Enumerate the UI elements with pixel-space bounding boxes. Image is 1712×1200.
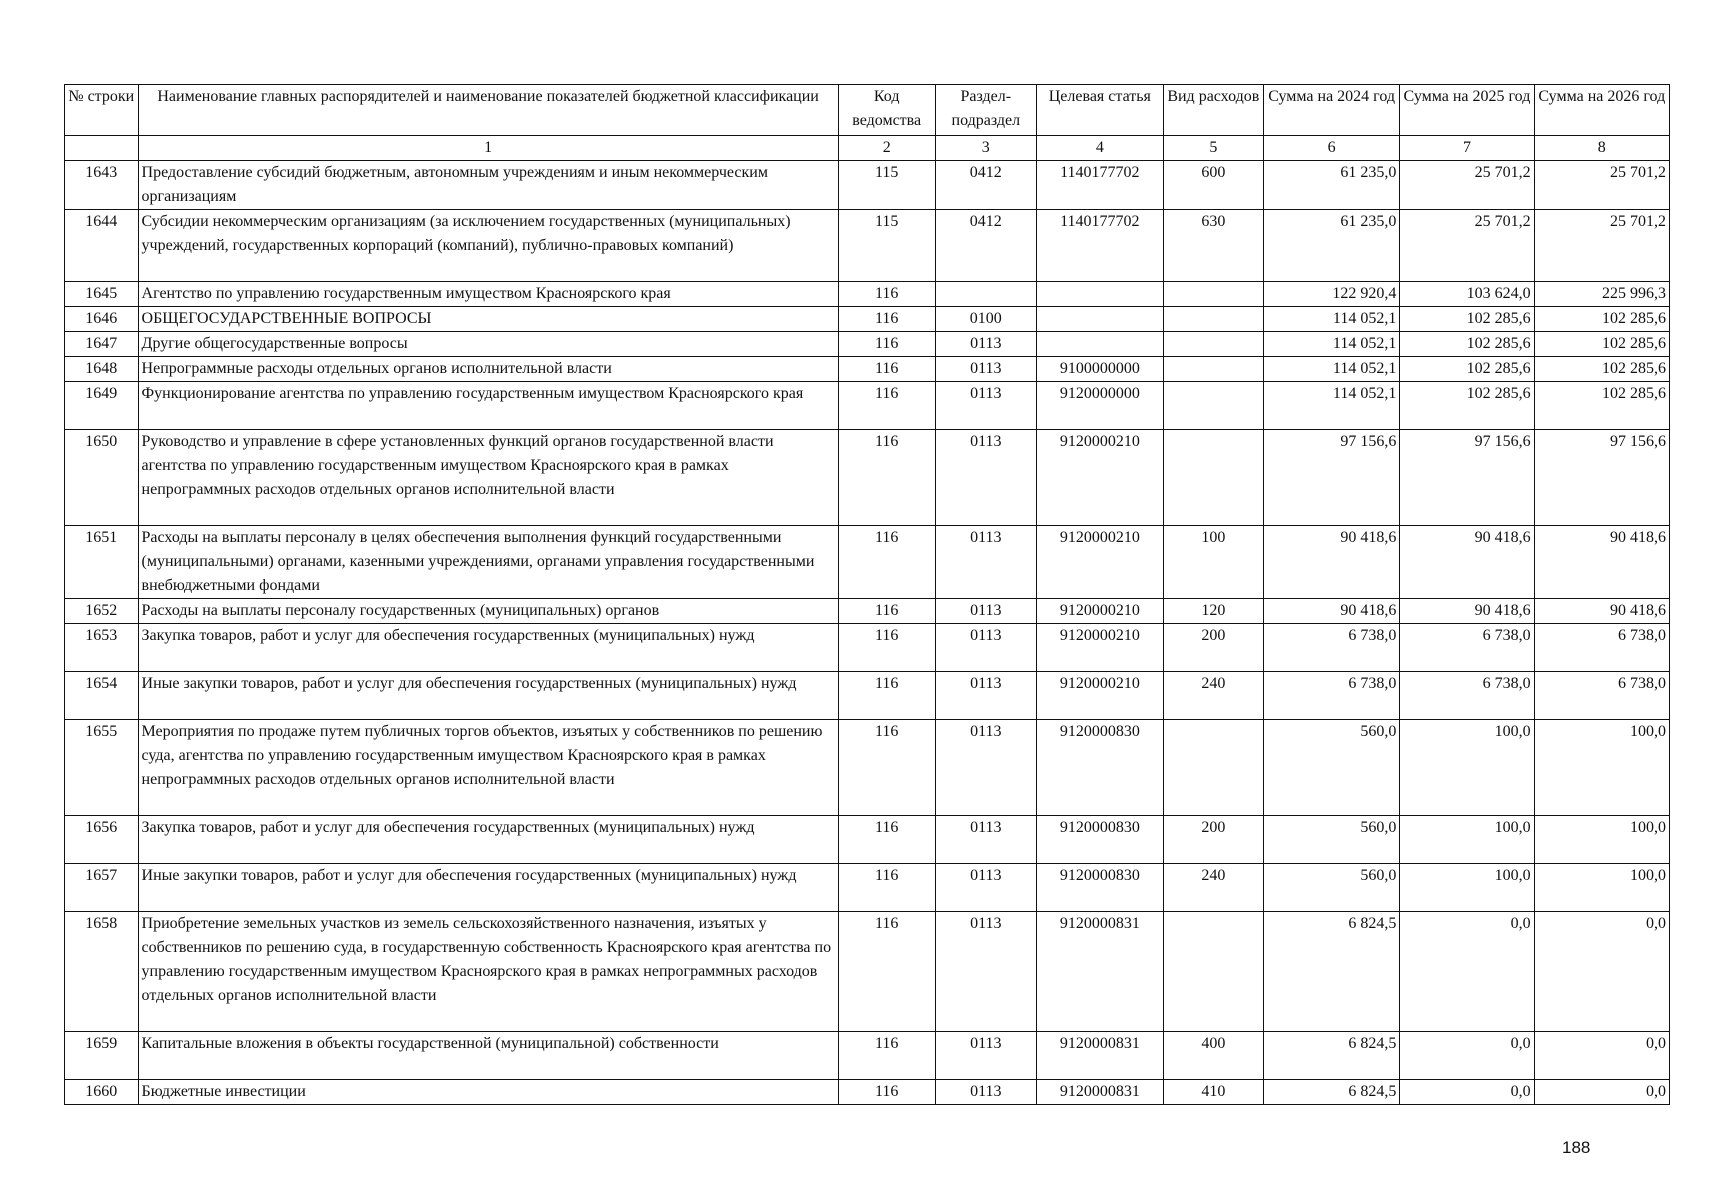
department-code: 116: [838, 624, 935, 672]
target-article: 9120000210: [1036, 526, 1163, 599]
sum-2024: 61 235,0: [1263, 210, 1399, 282]
sum-2026: 102 285,6: [1534, 357, 1669, 382]
section-code: 0113: [935, 912, 1036, 1032]
section-code: 0113: [935, 382, 1036, 430]
section-code: 0113: [935, 332, 1036, 357]
target-article: 9120000830: [1036, 864, 1163, 912]
row-number: 1654: [65, 672, 139, 720]
section-code: 0113: [935, 1080, 1036, 1105]
row-name: Расходы на выплаты персоналу в целях обеспечения выполнения функций государственными (муниципальными) органами, казенными учреждениями, органами управления государственными внебюджетными фондами: [138, 526, 838, 599]
section-code: 0113: [935, 816, 1036, 864]
sum-2025: 102 285,6: [1400, 357, 1534, 382]
sum-2025: 0,0: [1400, 1032, 1534, 1080]
row-number: 1658: [65, 912, 139, 1032]
row-name: Приобретение земельных участков из земель сельскохозяйственного назначения, изъятых у собственников по решению суда, в государственную собственность Красноярского края агентства по управлению государственным имуществом Красноярского края в рамках непрограммных расходов отдельных органов исполнительной власти: [138, 912, 838, 1032]
row-name: Бюджетные инвестиции: [138, 1080, 838, 1105]
expense-type: [1163, 430, 1263, 526]
department-code: 115: [838, 161, 935, 210]
section-code: 0113: [935, 357, 1036, 382]
target-article: 9120000210: [1036, 430, 1163, 526]
row-name: Другие общегосударственные вопросы: [138, 332, 838, 357]
table-row: [65, 430, 1670, 526]
column-number-row: [65, 136, 1670, 161]
target-article: 9100000000: [1036, 357, 1163, 382]
sum-2024: 560,0: [1263, 720, 1399, 816]
target-article: 9120000831: [1036, 912, 1163, 1032]
sum-2025: 102 285,6: [1400, 332, 1534, 357]
sum-2026: 102 285,6: [1534, 382, 1669, 430]
row-name: Закупка товаров, работ и услуг для обеспечения государственных (муниципальных) нужд: [138, 624, 838, 672]
department-code: 116: [838, 1080, 935, 1105]
target-article: [1036, 282, 1163, 307]
sum-2026: 100,0: [1534, 864, 1669, 912]
sum-2025: 25 701,2: [1400, 161, 1534, 210]
row-number: 1656: [65, 816, 139, 864]
row-name: Агентство по управлению государственным имуществом Красноярского края: [138, 282, 838, 307]
sum-2026: 225 996,3: [1534, 282, 1669, 307]
target-article: 9120000210: [1036, 672, 1163, 720]
sum-2024: 560,0: [1263, 816, 1399, 864]
row-number: 1657: [65, 864, 139, 912]
sum-2024: 6 824,5: [1263, 1032, 1399, 1080]
row-number: 1648: [65, 357, 139, 382]
expense-type: 120: [1163, 599, 1263, 624]
section-code: 0113: [935, 720, 1036, 816]
sum-2024: 114 052,1: [1263, 307, 1399, 332]
sum-2025: 97 156,6: [1400, 430, 1534, 526]
table-row: [65, 1080, 1670, 1105]
sum-2024: 97 156,6: [1263, 430, 1399, 526]
expense-type: 630: [1163, 210, 1263, 282]
row-number: 1647: [65, 332, 139, 357]
sum-2026: 90 418,6: [1534, 599, 1669, 624]
sum-2024: 122 920,4: [1263, 282, 1399, 307]
target-article: 9120000830: [1036, 816, 1163, 864]
section-code: [935, 282, 1036, 307]
sum-2024: 90 418,6: [1263, 526, 1399, 599]
target-article: 1140177702: [1036, 161, 1163, 210]
table-row: [65, 912, 1670, 1032]
section-code: 0113: [935, 430, 1036, 526]
expense-type: 100: [1163, 526, 1263, 599]
row-number: 1653: [65, 624, 139, 672]
table-row: [65, 624, 1670, 672]
table-row: [65, 282, 1670, 307]
sum-2024: 560,0: [1263, 864, 1399, 912]
department-code: 116: [838, 816, 935, 864]
sum-2024: 6 738,0: [1263, 624, 1399, 672]
row-name: ОБЩЕГОСУДАРСТВЕННЫЕ ВОПРОСЫ: [138, 307, 838, 332]
sum-2025: 102 285,6: [1400, 307, 1534, 332]
sum-2026: 0,0: [1534, 912, 1669, 1032]
department-code: 116: [838, 864, 935, 912]
sum-2026: 0,0: [1534, 1032, 1669, 1080]
expense-type: 200: [1163, 624, 1263, 672]
table-row: [65, 599, 1670, 624]
sum-2024: 6 738,0: [1263, 672, 1399, 720]
target-article: 9120000831: [1036, 1032, 1163, 1080]
department-code: 116: [838, 599, 935, 624]
section-code: 0113: [935, 672, 1036, 720]
table-row: [65, 161, 1670, 210]
department-code: 116: [838, 307, 935, 332]
sum-2026: 102 285,6: [1534, 307, 1669, 332]
sum-2025: 0,0: [1400, 1080, 1534, 1105]
sum-2025: 102 285,6: [1400, 382, 1534, 430]
sum-2024: 6 824,5: [1263, 912, 1399, 1032]
target-article: 9120000210: [1036, 624, 1163, 672]
sum-2025: 90 418,6: [1400, 526, 1534, 599]
column-number: 8: [1534, 136, 1669, 161]
column-number: 3: [935, 136, 1036, 161]
row-name: Закупка товаров, работ и услуг для обеспечения государственных (муниципальных) нужд: [138, 816, 838, 864]
row-name: Капитальные вложения в объекты государственной (муниципальной) собственности: [138, 1032, 838, 1080]
sum-2026: 6 738,0: [1534, 624, 1669, 672]
table-row: [65, 210, 1670, 282]
department-code: 116: [838, 720, 935, 816]
expense-type: 600: [1163, 161, 1263, 210]
target-article: 9120000831: [1036, 1080, 1163, 1105]
col-header-sum-2025: Сумма на 2025 год: [1400, 85, 1534, 136]
expense-type: [1163, 912, 1263, 1032]
department-code: 116: [838, 1032, 935, 1080]
department-code: 116: [838, 282, 935, 307]
sum-2025: 100,0: [1400, 720, 1534, 816]
sum-2026: 102 285,6: [1534, 332, 1669, 357]
row-number: 1643: [65, 161, 139, 210]
expense-type: [1163, 720, 1263, 816]
department-code: 116: [838, 382, 935, 430]
row-name: Субсидии некоммерческим организациям (за исключением государственных (муниципальных) учреждений, государственных корпораций (компаний), публично-правовых компаний): [138, 210, 838, 282]
department-code: 116: [838, 357, 935, 382]
section-code: 0113: [935, 526, 1036, 599]
department-code: 116: [838, 526, 935, 599]
column-number: [65, 136, 139, 161]
budget-table: [64, 84, 1670, 1105]
sum-2026: 25 701,2: [1534, 161, 1669, 210]
row-name: Расходы на выплаты персоналу государственных (муниципальных) органов: [138, 599, 838, 624]
row-name: Руководство и управление в сфере установленных функций органов государственной власти агентства по управлению государственным имуществом Красноярского края в рамках непрограммных расходов отдельных органов исполнительной власти: [138, 430, 838, 526]
sum-2024: 90 418,6: [1263, 599, 1399, 624]
target-article: 9120000830: [1036, 720, 1163, 816]
column-number: 5: [1163, 136, 1263, 161]
page-number: 188: [1562, 1138, 1591, 1157]
row-number: 1659: [65, 1032, 139, 1080]
sum-2026: 6 738,0: [1534, 672, 1669, 720]
col-header-name: Наименование главных распорядителей и наименование показателей бюджетной классификации: [138, 85, 838, 136]
sum-2025: 25 701,2: [1400, 210, 1534, 282]
expense-type: [1163, 332, 1263, 357]
sum-2026: 97 156,6: [1534, 430, 1669, 526]
target-article: [1036, 332, 1163, 357]
col-header-target-article: Целевая статья: [1036, 85, 1163, 136]
row-name: Мероприятия по продаже путем публичных торгов объектов, изъятых у собственников по решению суда, агентства по управлению государственным имуществом Красноярского края в рамках непрограммных расходов отдельных органов исполнительной власти: [138, 720, 838, 816]
sum-2025: 6 738,0: [1400, 672, 1534, 720]
expense-type: 400: [1163, 1032, 1263, 1080]
sum-2026: 100,0: [1534, 816, 1669, 864]
expense-type: [1163, 307, 1263, 332]
sum-2025: 0,0: [1400, 912, 1534, 1032]
table-row: [65, 382, 1670, 430]
table-row: [65, 357, 1670, 382]
expense-type: 410: [1163, 1080, 1263, 1105]
department-code: 115: [838, 210, 935, 282]
table-row: [65, 1032, 1670, 1080]
sum-2024: 6 824,5: [1263, 1080, 1399, 1105]
row-number: 1660: [65, 1080, 139, 1105]
column-number: 2: [838, 136, 935, 161]
table-row: [65, 307, 1670, 332]
col-header-section: Раздел-подраздел: [935, 85, 1036, 136]
sum-2025: 100,0: [1400, 864, 1534, 912]
department-code: 116: [838, 332, 935, 357]
expense-type: [1163, 282, 1263, 307]
section-code: 0412: [935, 161, 1036, 210]
table-row: [65, 526, 1670, 599]
row-number: 1646: [65, 307, 139, 332]
section-code: 0113: [935, 864, 1036, 912]
header-row: [65, 85, 1670, 136]
table-row: [65, 720, 1670, 816]
row-number: 1652: [65, 599, 139, 624]
sum-2025: 6 738,0: [1400, 624, 1534, 672]
sum-2026: 0,0: [1534, 1080, 1669, 1105]
row-name: Непрограммные расходы отдельных органов исполнительной власти: [138, 357, 838, 382]
col-header-expense-type: Вид расходов: [1163, 85, 1263, 136]
section-code: 0113: [935, 1032, 1036, 1080]
target-article: 1140177702: [1036, 210, 1163, 282]
department-code: 116: [838, 430, 935, 526]
target-article: 9120000210: [1036, 599, 1163, 624]
row-number: 1644: [65, 210, 139, 282]
expense-type: 200: [1163, 816, 1263, 864]
table-row: [65, 672, 1670, 720]
row-name: Предоставление субсидий бюджетным, автономным учреждениям и иным некоммерческим организациям: [138, 161, 838, 210]
row-number: 1645: [65, 282, 139, 307]
sum-2026: 90 418,6: [1534, 526, 1669, 599]
expense-type: 240: [1163, 672, 1263, 720]
row-name: Иные закупки товаров, работ и услуг для обеспечения государственных (муниципальных) нужд: [138, 672, 838, 720]
col-header-sum-2026: Сумма на 2026 год: [1534, 85, 1669, 136]
table-row: [65, 332, 1670, 357]
sum-2025: 90 418,6: [1400, 599, 1534, 624]
column-number: 6: [1263, 136, 1399, 161]
expense-type: [1163, 357, 1263, 382]
section-code: 0412: [935, 210, 1036, 282]
target-article: [1036, 307, 1163, 332]
target-article: 9120000000: [1036, 382, 1163, 430]
row-number: 1649: [65, 382, 139, 430]
sum-2024: 61 235,0: [1263, 161, 1399, 210]
sum-2025: 103 624,0: [1400, 282, 1534, 307]
sum-2024: 114 052,1: [1263, 357, 1399, 382]
column-number: 1: [138, 136, 838, 161]
department-code: 116: [838, 912, 935, 1032]
table-row: [65, 816, 1670, 864]
sum-2025: 100,0: [1400, 816, 1534, 864]
column-number: 7: [1400, 136, 1534, 161]
sum-2026: 25 701,2: [1534, 210, 1669, 282]
col-header-department-code: Код ведомства: [838, 85, 935, 136]
section-code: 0113: [935, 599, 1036, 624]
col-header-sum-2024: Сумма на 2024 год: [1263, 85, 1399, 136]
col-header-row-number: № строки: [65, 85, 139, 136]
sum-2024: 114 052,1: [1263, 332, 1399, 357]
expense-type: 240: [1163, 864, 1263, 912]
sum-2026: 100,0: [1534, 720, 1669, 816]
row-number: 1655: [65, 720, 139, 816]
section-code: 0100: [935, 307, 1036, 332]
column-number: 4: [1036, 136, 1163, 161]
row-number: 1650: [65, 430, 139, 526]
department-code: 116: [838, 672, 935, 720]
row-name: Иные закупки товаров, работ и услуг для обеспечения государственных (муниципальных) нужд: [138, 864, 838, 912]
section-code: 0113: [935, 624, 1036, 672]
row-name: Функционирование агентства по управлению государственным имуществом Красноярского края: [138, 382, 838, 430]
row-number: 1651: [65, 526, 139, 599]
table-row: [65, 864, 1670, 912]
expense-type: [1163, 382, 1263, 430]
sum-2024: 114 052,1: [1263, 382, 1399, 430]
